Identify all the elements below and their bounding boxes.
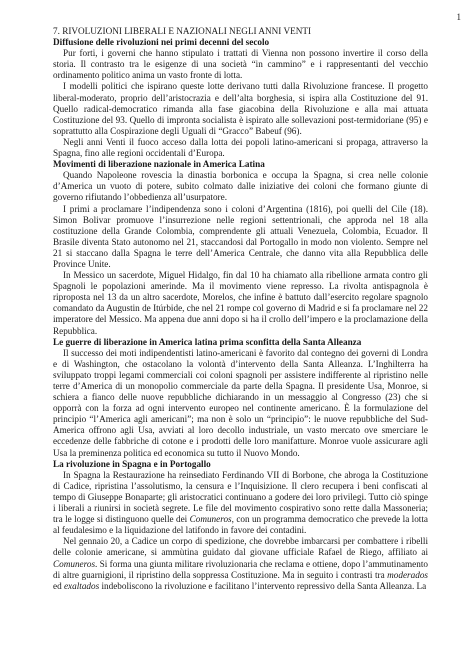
paragraph: Pur forti, i governi che hanno stipulato i trattati di Vienna non possono invertire il corso della storia. Il contrasto tra le esigenze di una società “in cammino” e i rappresentanti del vecchio ordinamento politico anima un vasto fronte di lotta. <box>53 48 428 81</box>
paragraph: Negli anni Venti il fuoco acceso dalla lotta dei popoli latino-americani si propaga, attraverso la Spagna, fino alle regioni occidentali d’Europa. <box>53 136 428 159</box>
section-heading-4: La rivoluzione in Spagna e in Portogallo <box>53 458 211 469</box>
paragraph: I modelli politici che ispirano queste lotte derivano tutti dalla Rivoluzione francese. Il progetto liberal-moderato, proprio dell’aristocrazia e dell’alta borghesia, si ispira alla Costituzione del 91. Quello radical-democratico rimanda alla fase giacobina della Rivoluzione e alla mai attuata Costituzione del 93. Quello di impronta socialista è ispirato alle sollevazioni post-termidoriane (95) e soprattutto alla Cospirazione degli Uguali di “Gracco” Babeuf (96). <box>53 81 428 136</box>
paragraph: Quando Napoleone rovescia la dinastia borbonica e occupa la Spagna, si crea nelle colonie d’America un vuoto di potere, subito colmato dalle iniziative dei coloni che formano giunte di governo rifiutando l’obbedienza all’usurpatore. <box>53 170 428 203</box>
page-number: 1 <box>456 12 461 22</box>
paragraph: In Spagna la Restaurazione ha reinsediato Ferdinando VII di Borbone, che abroga la Costituzione di Cadice, ripristina l’assolutismo, la censura e l’Inquisizione. Il clero recupera i beni confiscati al tempo di Giuseppe Bonaparte; gli aristocratici continuano a godere dei loro privilegi. Tutto ciò spinge i liberali a riunirsi in società segrete. Le file del movimento cospirativo sono rette dalla Massoneria; tra le logge si distinguono quelle dei Comuneros, con un programma democratico che prevede la lotta al feudalesimo e la liquidazione del latifondo in favore dei contadini. <box>53 469 428 536</box>
paragraph: Nel gennaio 20, a Cadice un corpo di spedizione, che dovrebbe imbarcarsi per combattere i ribelli delle colonie americane, si ammùtina guidato dal giovane ufficiale Rafael de Riego, affiliato ai Comuneros. Si forma una giunta militare rivoluzionaria che reclama e ottiene, dopo l’ammutinamento di altre guarnigioni, il ripristino della soppressa Costituzione. Ma in seguito i contrasti tra moderados ed exaltados indeboliscono la rivoluzione e facilitano l’intervento repressivo della Santa Alleanza. La <box>53 536 428 591</box>
paragraph: Il successo dei moti indipendentisti latino-americani è favorito dal contegno dei governi di Londra e di Washington, che ostacolano la volontà d’intervento della Santa Alleanza. L’Inghilterra ha sviluppato troppi legami commerciali coi coloni spagnoli per assistere indifferente al ripristino nelle terre d’America di un monopolio commerciale da parte della Spagna. Il presidente Usa, Monroe, si schiera a fianco delle nuove repubbliche dichiarando in un messaggio al Congresso (23) che si opporrà con la forza ad ogni intervento europeo nel continente americano. È la formulazione del principio “l’America agli americani”; ma non è solo un “principio”: le nuove repubbliche del Sud-America offrono agli Usa, avviati al loro decollo industriale, un vasto mercato ove smerciare le eccedenze delle fabbriche di cotone e i prodotti delle loro manifatture. Monroe vuole assicurare agli Usa la preminenza politica ed economica su tutto il Nuovo Mondo. <box>53 347 428 458</box>
section-heading-1: Diffusione delle rivoluzioni nei primi decenni del secolo <box>53 37 270 48</box>
paragraph: I primi a proclamare l’indipendenza sono i coloni d’Argentina (1816), poi quelli del Cile (18). Simon Bolivar promuove l’insurrezione nelle regioni settentrionali, che approda nel 18 alla costituzione della Grande Colombia, comprendente gli attuali Venezuela, Colombia, Ecuador. Il Brasile diventa Stato autonomo nel 21, staccandosi dal Portogallo in modo non violento. Sempre nel 21 si staccano dalla Spagna le terre dell’America Centrale, che danno vita alla Repubblica delle Province Unite. <box>53 203 428 269</box>
chapter-title: 7. RIVOLUZIONI LIBERALI E NAZIONALI NEGLI ANNI VENTI <box>53 26 312 36</box>
section-heading-3: Le guerre di liberazione in America latina prima sconfitta della Santa Alleanza <box>53 336 362 347</box>
paragraph: In Messico un sacerdote, Miguel Hidalgo, fin dal 10 ha chiamato alla ribellione armata contro gli Spagnoli le popolazioni amerinde. Ma il movimento viene represso. La rivolta antispagnola è riproposta nel 13 da un altro sacerdote, Morelos, che infine è battuto dall’esercito regolare spagnolo comandato da Augustin de Itúrbide, che nel 21 rompe col governo di Madrid e si fa proclamare nel 22 imperatore del Messico. Ma appena due anni dopo si ha il crollo dell’impero e la proclamazione della Repubblica. <box>53 270 428 336</box>
document-body <box>53 26 428 592</box>
section-heading-2: Movimenti di liberazione nazionale in America Latina <box>53 159 265 170</box>
